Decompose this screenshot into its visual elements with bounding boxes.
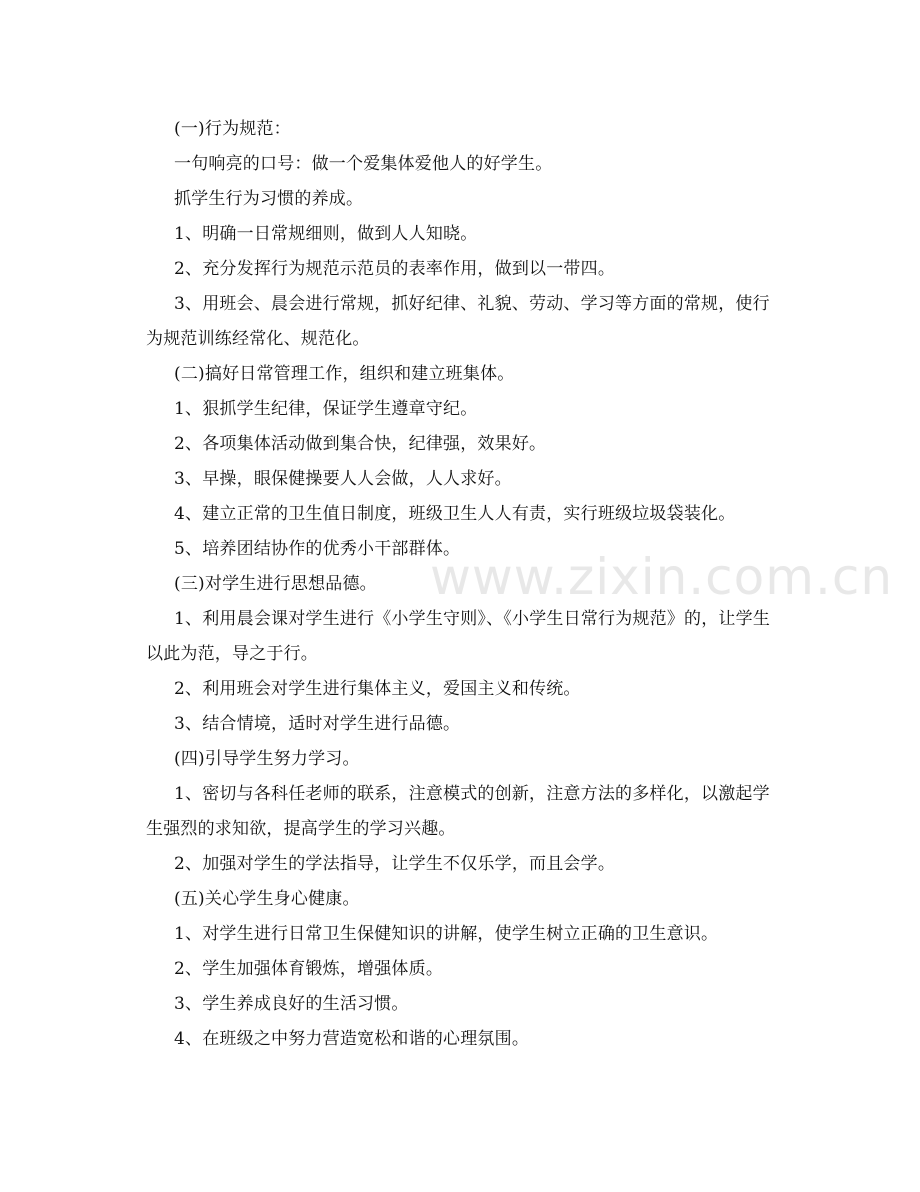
list-item: 1、密切与各科任老师的联系，注意模式的创新，注意方法的多样化，以激起学生强烈的求知欲，提高学生的学习兴趣。 — [146, 784, 770, 839]
list-item: 1、对学生进行日常卫生保健知识的讲解，使学生树立正确的卫生意识。 — [174, 924, 719, 944]
section-heading-4: (四)引导学生努力学习。 — [174, 749, 360, 769]
list-item: 3、用班会、晨会进行常规，抓好纪律、礼貌、劳动、学习等方面的常规，使行为规范训练经常化、规范化。 — [146, 294, 770, 349]
section-heading-1: (一)行为规范： — [174, 119, 291, 139]
list-item: 2、学生加强体育锻炼，增强体质。 — [174, 959, 444, 979]
list-item: 4、建立正常的卫生值日制度，班级卫生人人有责，实行班级垃圾袋装化。 — [174, 504, 736, 524]
paragraph: 抓学生行为习惯的养成。 — [174, 189, 364, 209]
list-item: 3、学生养成良好的生活习惯。 — [174, 994, 409, 1014]
section-heading-2: (二)搞好日常管理工作，组织和建立班集体。 — [174, 364, 515, 384]
list-item: 1、狠抓学生纪律，保证学生遵章守纪。 — [174, 399, 478, 419]
list-item: 4、在班级之中努力营造宽松和谐的心理氛围。 — [174, 1029, 530, 1049]
list-item: 3、结合情境，适时对学生进行品德。 — [174, 714, 461, 734]
list-item: 2、利用班会对学生进行集体主义，爱国主义和传统。 — [174, 679, 581, 699]
list-item: 2、各项集体活动做到集合快，纪律强，效果好。 — [174, 434, 547, 454]
watermark: www.zixin.com.cn — [430, 548, 894, 606]
list-item: 2、充分发挥行为规范示范员的表率作用，做到以一带四。 — [174, 259, 616, 279]
list-item: 5、培养团结协作的优秀小干部群体。 — [174, 539, 461, 559]
list-item: 2、加强对学生的学法指导，让学生不仅乐学，而且会学。 — [174, 854, 616, 874]
document-body — [146, 112, 778, 1057]
section-heading-5: (五)关心学生身心健康。 — [174, 889, 360, 909]
list-item: 3、早操，眼保健操要人人会做，人人求好。 — [174, 469, 512, 489]
section-heading-3: (三)对学生进行思想品德。 — [174, 574, 377, 594]
list-item: 1、明确一日常规细则，做到人人知晓。 — [174, 224, 478, 244]
list-item: 1、利用晨会课对学生进行《小学生守则》、《小学生日常行为规范》的，让学生以此为范，导之于行。 — [146, 609, 771, 664]
paragraph: 一句响亮的口号：做一个爱集体爱他人的好学生。 — [174, 154, 553, 174]
